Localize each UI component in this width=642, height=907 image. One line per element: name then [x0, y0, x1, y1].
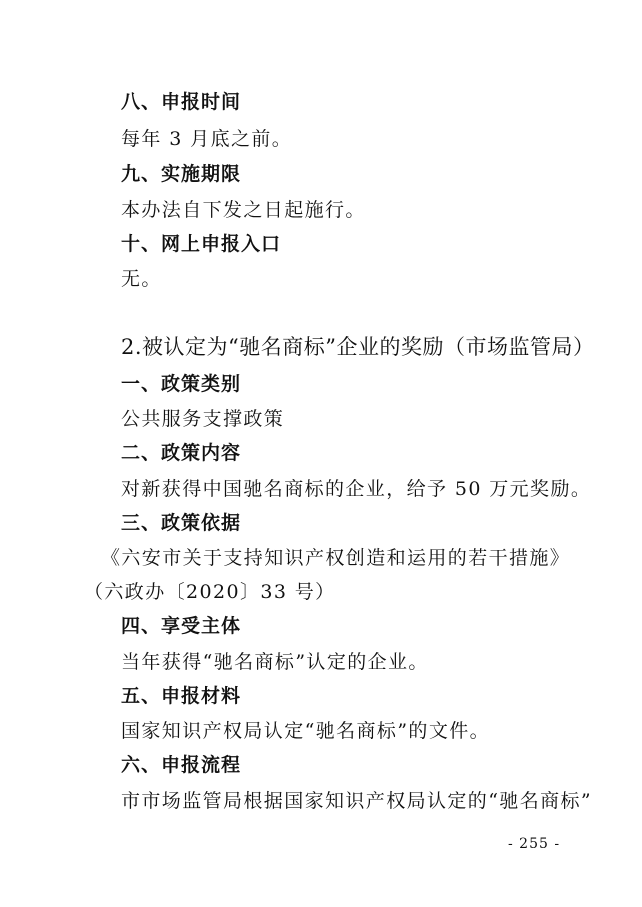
section-heading-implementation-period: 九、实施期限 [121, 163, 242, 185]
page-number: - 255 - [508, 836, 561, 852]
section-heading-policy-content: 二、政策内容 [121, 442, 242, 464]
section-heading-application-materials: 五、申报材料 [121, 685, 242, 707]
online-entry-text: 无。 [121, 268, 162, 290]
application-time-text: 每年 3 月底之前。 [121, 128, 293, 150]
section-heading-application-time: 八、申报时间 [121, 91, 242, 113]
section-heading-online-entry: 十、网上申报入口 [121, 233, 282, 255]
section-heading-policy-basis: 三、政策依据 [121, 512, 242, 534]
application-process-text: 市市场监管局根据国家知识产权局认定的“驰名商标” [121, 790, 593, 812]
policy-basis-text-line1: 《六安市关于支持知识产权创造和运用的若干措施》 [101, 547, 571, 569]
policy-content-text: 对新获得中国驰名商标的企业，给予 50 万元奖励。 [121, 478, 592, 500]
application-materials-text: 国家知识产权局认定“驰名商标”的文件。 [121, 720, 491, 742]
section-heading-beneficiary: 四、享受主体 [121, 615, 242, 637]
implementation-period-text: 本办法自下发之日起施行。 [121, 199, 366, 221]
policy-title: 2.被认定为“驰名商标”企业的奖励（市场监管局） [121, 335, 595, 359]
policy-basis-text-line2: （六政办〔2020〕33 号） [84, 581, 336, 603]
beneficiary-text: 当年获得“驰名商标”认定的企业。 [121, 651, 429, 673]
section-heading-application-process: 六、申报流程 [121, 754, 242, 776]
section-heading-policy-category: 一、政策类别 [121, 373, 242, 395]
policy-category-text: 公共服务支撑政策 [121, 408, 285, 430]
